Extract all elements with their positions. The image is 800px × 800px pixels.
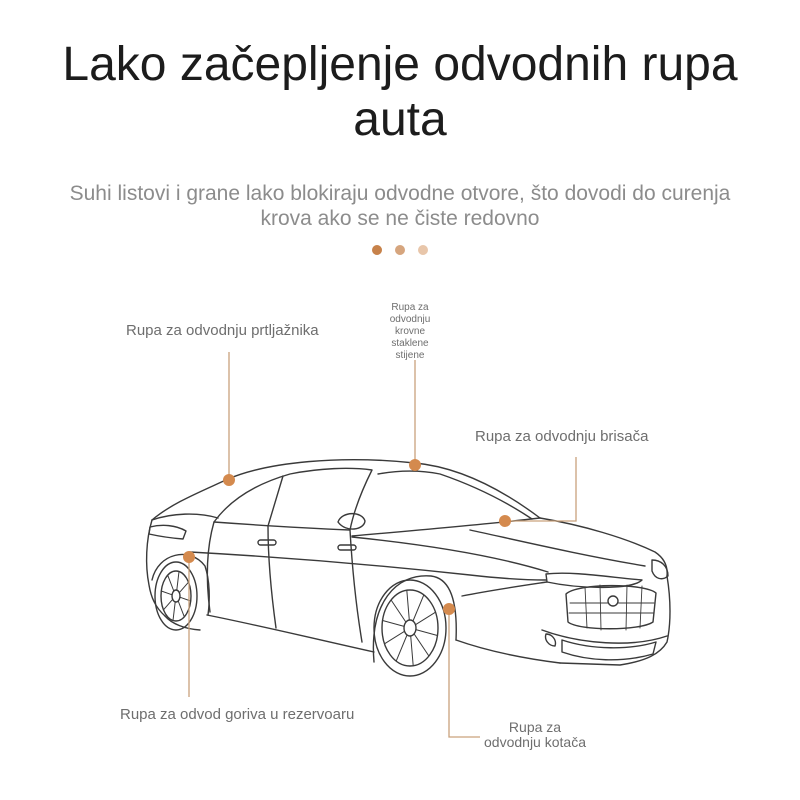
wheel-drain-dot	[443, 603, 455, 615]
trunk-drain-dot	[223, 474, 235, 486]
rear-wheel-spoke	[161, 591, 172, 595]
roof-glass-drain-label-line-4: staklene	[391, 338, 429, 349]
rear-wheel-rim	[161, 571, 191, 621]
indicator-dot-1	[372, 245, 382, 255]
roof-glass-drain-label-line-3: krovne	[394, 326, 425, 337]
roof-glass-drain-dot	[409, 459, 421, 471]
indicator-dot-2	[395, 245, 405, 255]
car-windshield	[378, 471, 532, 519]
fuel-tank-drain-dot	[183, 551, 195, 563]
car-headlight-near	[546, 573, 642, 587]
front-wheel-spoke	[411, 636, 414, 666]
car-character-line	[190, 552, 546, 580]
page-subtitle-line-1: Suhi listovi i grane lako blokiraju odvodne otvore, što dovodi do curenja	[69, 182, 731, 205]
front-wheel-rim	[382, 590, 438, 666]
rear-wheel-hub	[172, 590, 180, 602]
car-tail-light	[149, 525, 186, 539]
car-grille-mesh	[569, 585, 654, 630]
car-b-pillar	[268, 476, 283, 526]
car-fog-light	[546, 634, 556, 646]
wiper-drain-label	[475, 428, 648, 446]
car-trunk-lid	[152, 514, 218, 520]
indicator-dots	[372, 245, 428, 255]
car-rear-door-edge	[207, 522, 214, 612]
roof-glass-drain-label-line-2: odvodnju	[389, 314, 431, 325]
rear-wheel-spoke	[178, 601, 184, 617]
car-grille	[566, 586, 656, 629]
wheel-drain-label-line-2: odvodnju kotača	[484, 734, 586, 750]
front-wheel-spoke	[407, 590, 410, 620]
trunk-drain-label-line-1: Rupa za odvodnju prtljažnika	[126, 322, 319, 339]
car-lower-sill	[207, 615, 374, 652]
car-door-handle-front	[338, 545, 356, 550]
front-wheel-spoke	[416, 630, 438, 636]
rear-wheel	[155, 562, 197, 630]
rear-wheel-spoke	[168, 575, 174, 591]
front-wheel-tire	[374, 580, 446, 676]
front-wheel-spoke	[414, 634, 429, 656]
indicator-dot-3	[418, 245, 428, 255]
trunk-drain-label	[126, 322, 319, 340]
car-front-wheel-arch	[373, 576, 456, 662]
rear-wheel-spoke	[164, 599, 173, 610]
front-wheel-spoke	[413, 595, 424, 621]
roof-glass-drain-label	[370, 302, 450, 362]
front-wheel-spoke	[385, 631, 405, 644]
wiper-drain-leader	[505, 457, 576, 521]
wheel-drain-label-line-1: Rupa za	[508, 719, 562, 735]
rear-wheel-spoke	[179, 582, 188, 593]
wheel-drain-label	[475, 720, 595, 750]
roof-glass-drain-label-line-1: Rupa za	[391, 302, 429, 313]
page-title-line-2: auta	[353, 93, 447, 146]
car-side-window	[214, 468, 372, 530]
wiper-drain-dot	[499, 515, 511, 527]
car-door-handle-rear	[258, 540, 276, 545]
car-hood-crease-center	[470, 530, 645, 566]
fuel-tank-drain-label	[120, 706, 354, 724]
front-wheel-spoke	[383, 621, 405, 627]
car-illustration	[147, 460, 670, 676]
page-title-line-1: Lako začepljenje odvodnih rupa	[62, 38, 738, 91]
car-hood-edge	[540, 518, 667, 576]
callout-leaders	[189, 352, 576, 737]
car-center-door-edge	[268, 526, 276, 628]
front-wheel-spoke	[416, 612, 436, 625]
fuel-tank-drain-label-line-1: Rupa za odvod goriva u rezervoaru	[120, 706, 355, 723]
car-front-lower-side	[456, 640, 560, 663]
page-subtitle-line-2: krova ako se ne čiste redovno	[260, 207, 540, 230]
wiper-drain-label-line-1: Rupa za odvodnju brisača	[475, 428, 649, 445]
rear-wheel-spoke	[173, 602, 175, 621]
car-front-fender-line	[462, 582, 547, 596]
rear-wheel-spoke	[177, 572, 179, 591]
front-wheel-spoke	[396, 635, 407, 661]
front-wheel	[374, 580, 446, 676]
car-front-bumper	[542, 630, 667, 643]
car-emblem	[608, 596, 618, 606]
wheel-drain-leader	[449, 609, 480, 737]
front-wheel-spoke	[391, 600, 406, 622]
roof-glass-drain-label-line-5: stijene	[395, 350, 425, 361]
